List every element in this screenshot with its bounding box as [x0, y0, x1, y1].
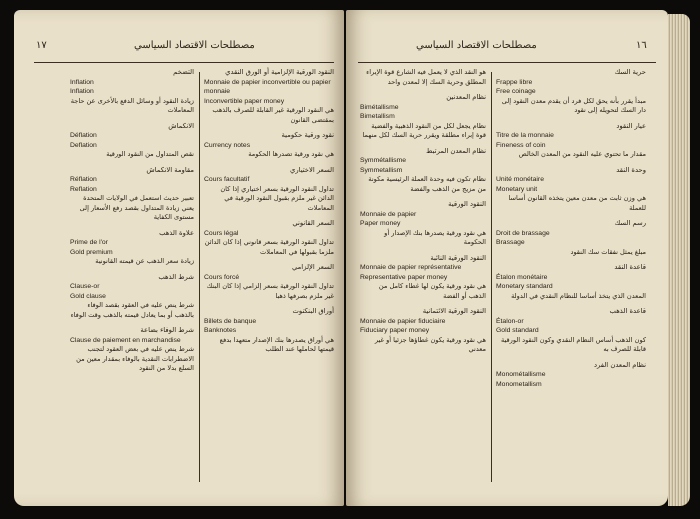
- term-arabic: نظام المعدنين: [446, 93, 486, 101]
- term-french: Cours facultatif: [204, 176, 250, 183]
- term-arabic: عيار النقود: [616, 121, 646, 130]
- term-french: Billets de banque: [204, 317, 257, 325]
- glossary-entry: [204, 263, 334, 301]
- term-english: Inconvertible paper money: [204, 97, 285, 105]
- term-arabic: السعر القانوني: [292, 219, 334, 227]
- term-english: Fiduciary paper money: [360, 327, 430, 334]
- left-outer-column: [70, 68, 194, 380]
- right-page: [346, 10, 668, 506]
- glossary-entry: [496, 122, 646, 160]
- term-arabic: الانكماش: [168, 121, 194, 130]
- term-definition: تداول النقود الورقية بسعر إلزامي إذا كان البنك غير ملزم بصرفها ذهبا: [206, 282, 334, 300]
- term-definition: المعدن الذي يتخذ أساسا للنظام النقدي في الدولة: [511, 291, 646, 300]
- term-french: Monnaie de papier représentative: [360, 264, 462, 271]
- term-definition: هي نقود ورقية يصدرها بنك الإصدار أو الحكومة: [384, 228, 486, 246]
- glossary-entry: [204, 131, 334, 160]
- term-french: Étalon-or: [496, 317, 524, 325]
- term-arabic: النقود الورقية النائبة: [430, 253, 486, 262]
- term-arabic: علاوة الذهب: [159, 228, 194, 237]
- open-book: [14, 10, 690, 510]
- term-french: Bimétallisme: [360, 103, 399, 111]
- glossary-entry: [360, 68, 486, 87]
- term-definition: هي نقود ورقية يكون لها غطاء كامل من الذهب أو الفضة: [378, 282, 486, 300]
- term-arabic: رسم السك: [614, 219, 646, 227]
- term-definition: تداول النقود الورقية بسعر اختياري إذا كان الدائن غير ملزم بقبول النقود الورقية في المعاملات: [220, 184, 334, 212]
- term-arabic: أوراق البنكنوت: [292, 307, 334, 315]
- term-definition: هي النقود الورقية غير القابلة للصرف بالذهب بمقتضى القانون: [212, 106, 334, 124]
- term-definition: نقص المتداول من النقود الورقية: [106, 150, 194, 158]
- term-english: Gold premium: [70, 248, 113, 256]
- term-english: Deflation: [70, 141, 97, 149]
- term-definition: نظام تكون فيه وحدة العملة الرئيسية مكونة من مزيج من الذهب والفضة: [368, 175, 486, 193]
- term-arabic: قاعدة الذهب: [609, 307, 646, 315]
- glossary-entry: [70, 122, 194, 160]
- column-rule: [199, 72, 200, 482]
- term-arabic: مقاومة الانكماش: [146, 165, 194, 174]
- glossary-entry: [496, 219, 646, 257]
- glossary-entry: [70, 273, 194, 321]
- page-number: ١٦: [636, 40, 647, 51]
- term-french: Monnaie de papier inconvertible ou papier monnaie: [204, 78, 331, 95]
- glossary-entry: [496, 166, 646, 214]
- term-arabic: النقود الورقية الإلزامية أو الورق النقدي: [225, 68, 334, 76]
- term-french: Déflation: [70, 132, 97, 139]
- term-definition: زيادة النقود أو وسائل الدفع بالأخرى عن حاجة المعاملات: [70, 96, 194, 114]
- term-french: Unité monétaire: [496, 176, 544, 183]
- term-french: Monnaie de papier fiduciaire: [360, 317, 446, 325]
- term-french: Clause de paiement en marchandise: [70, 336, 181, 344]
- term-arabic: قاعدة النقد: [614, 263, 646, 271]
- term-arabic: نظام المعدن المرتبط: [426, 146, 486, 155]
- term-french: Titre de la monnaie: [496, 132, 554, 139]
- term-english: Gold standard: [496, 327, 539, 334]
- term-definition: نظام يجعل لكل من النقود الذهبية والفضية قوة إبراء مطلقة ويقرر حرية السك لكل منهما: [362, 121, 486, 139]
- term-arabic: النقود الورقية: [448, 200, 486, 208]
- term-arabic: شرط الذهب: [158, 272, 194, 281]
- term-arabic: التضخم: [173, 68, 194, 76]
- term-english: Bimetallism: [360, 113, 395, 120]
- term-arabic: نقود ورقية حكومية: [281, 131, 334, 139]
- term-french: Monométallisme: [496, 371, 546, 378]
- term-french: Cours forcé: [204, 273, 240, 281]
- glossary-entry: [360, 200, 486, 248]
- term-french: Symmétallisme: [360, 157, 407, 164]
- term-definition: هي نقود ورقية تصدرها الحكومة: [248, 150, 334, 158]
- term-english: Symmetallism: [360, 166, 403, 174]
- term-french: Frappe libre: [496, 78, 533, 86]
- header-rule: [358, 62, 656, 63]
- glossary-entry: [204, 219, 334, 257]
- term-english: Inflation: [70, 88, 94, 95]
- term-french: Droit de brassage: [496, 229, 550, 237]
- term-english: Reflation: [70, 185, 97, 193]
- right-outer-column: [496, 68, 646, 395]
- glossary-entry: [360, 307, 486, 355]
- term-definition: هي أوراق يصدرها بنك الإصدار متعهدا بدفع قيمتها لحاملها عند الطلب: [219, 335, 334, 353]
- page-edges: [668, 14, 690, 506]
- glossary-entry: [70, 68, 194, 116]
- term-arabic: النقود الورقية الائتمانية: [422, 307, 486, 315]
- column-rule: [491, 72, 492, 482]
- term-definition: شرط ينص عليه في العقود بقصد الوفاء بالذهب أو بما يعادل قيمته بالذهب وقت الوفاء: [70, 301, 194, 319]
- term-definition: شرط ينص عليه في بعض العقود لتجنب الاضطرابات النقدية بالوفاء بمقدار معين من السلع بدلا من النقود: [76, 345, 194, 372]
- term-french: Réflation: [70, 176, 97, 183]
- term-definition: مقدار ما تحتوي عليه النقود من المعدن الخالص: [518, 150, 646, 158]
- running-head: مصطلحات الاقتصاد السياسي: [134, 40, 255, 51]
- term-french: Cours légal: [204, 229, 239, 237]
- term-definition: هو النقد الذي لا يعمل فيه الشارع قوة الإبراء المطلق وحرية السك إلا لمعدن واحد: [366, 68, 486, 86]
- term-english: Fineness of coin: [496, 141, 546, 149]
- glossary-entry: [204, 68, 334, 125]
- glossary-entry: [204, 307, 334, 355]
- term-definition: مبدأ يقرر بأنه يحق لكل فرد أن يقدم معدن النقود إلى دار السك لتحويله إلى نقود: [501, 96, 646, 114]
- glossary-entry: [496, 361, 646, 390]
- term-arabic: حرية السك: [614, 68, 646, 76]
- term-definition: هي وزن ثابت من معدن معين يتخذه القانون أساسا للعملة: [508, 194, 646, 212]
- glossary-entry: [496, 263, 646, 301]
- term-definition: كون الذهب أساس النظام النقدي وكون النقود الورقية قابلة للصرف به: [500, 335, 646, 353]
- term-english: Monetary unit: [496, 185, 538, 193]
- glossary-entry: [70, 326, 194, 374]
- glossary-entry: [360, 147, 486, 195]
- term-english: Banknotes: [204, 327, 237, 334]
- term-english: Brassage: [496, 239, 525, 246]
- term-definition: هي نقود ورقية يكون غطاؤها جزئيا أو غير معدني: [374, 335, 486, 353]
- left-page: [14, 10, 344, 506]
- glossary-entry: [496, 307, 646, 355]
- glossary-entry: [496, 68, 646, 116]
- header-rule: [34, 62, 334, 63]
- term-french: Monnaie de papier: [360, 210, 417, 218]
- term-english: Monetary standard: [496, 283, 553, 290]
- page-number: ١٧: [36, 40, 47, 51]
- term-french: Clause-or: [70, 283, 100, 290]
- right-inner-column: [360, 68, 486, 361]
- glossary-entry: [70, 229, 194, 267]
- term-english: Monometallism: [496, 380, 542, 388]
- glossary-entry: [204, 166, 334, 214]
- glossary-entry: [70, 166, 194, 223]
- term-french: Prime de l'or: [70, 239, 108, 246]
- glossary-entry: [360, 93, 486, 141]
- term-english: Gold clause: [70, 292, 106, 300]
- term-arabic: شرط الوفاء بضاعة: [140, 326, 194, 334]
- glossary-entry: [360, 254, 486, 302]
- left-inner-column: [204, 68, 334, 361]
- term-arabic: السعر الإلزامي: [292, 263, 334, 271]
- term-arabic: وحدة النقد: [616, 165, 646, 174]
- term-french: Inflation: [70, 78, 94, 86]
- term-french: Currency notes: [204, 141, 251, 149]
- term-definition: زيادة سعر الذهب عن قيمته القانونية: [95, 257, 194, 265]
- term-definition: تداول النقود الورقية بسعر قانوني إذا كان الدائن ملزما بقبولها في المعاملات: [204, 238, 334, 256]
- term-definition: تعبير حديث استعمل في الولايات المتحدة يعني زيادة المتداول بقصد رفع الأسعار إلى مستوى الكفاية: [79, 194, 194, 221]
- term-arabic: السعر الاختياري: [290, 165, 334, 174]
- term-definition: مبلغ يمثل نفقات سك النقود: [570, 247, 646, 256]
- term-arabic: نظام المعدن الفرد: [594, 360, 646, 369]
- term-french: Étalon monétaire: [496, 273, 548, 281]
- term-english: Paper money: [360, 220, 401, 227]
- term-english: Representative paper money: [360, 273, 448, 281]
- term-english: Free coinage: [496, 88, 536, 95]
- running-head: مصطلحات الاقتصاد السياسي: [416, 40, 537, 51]
